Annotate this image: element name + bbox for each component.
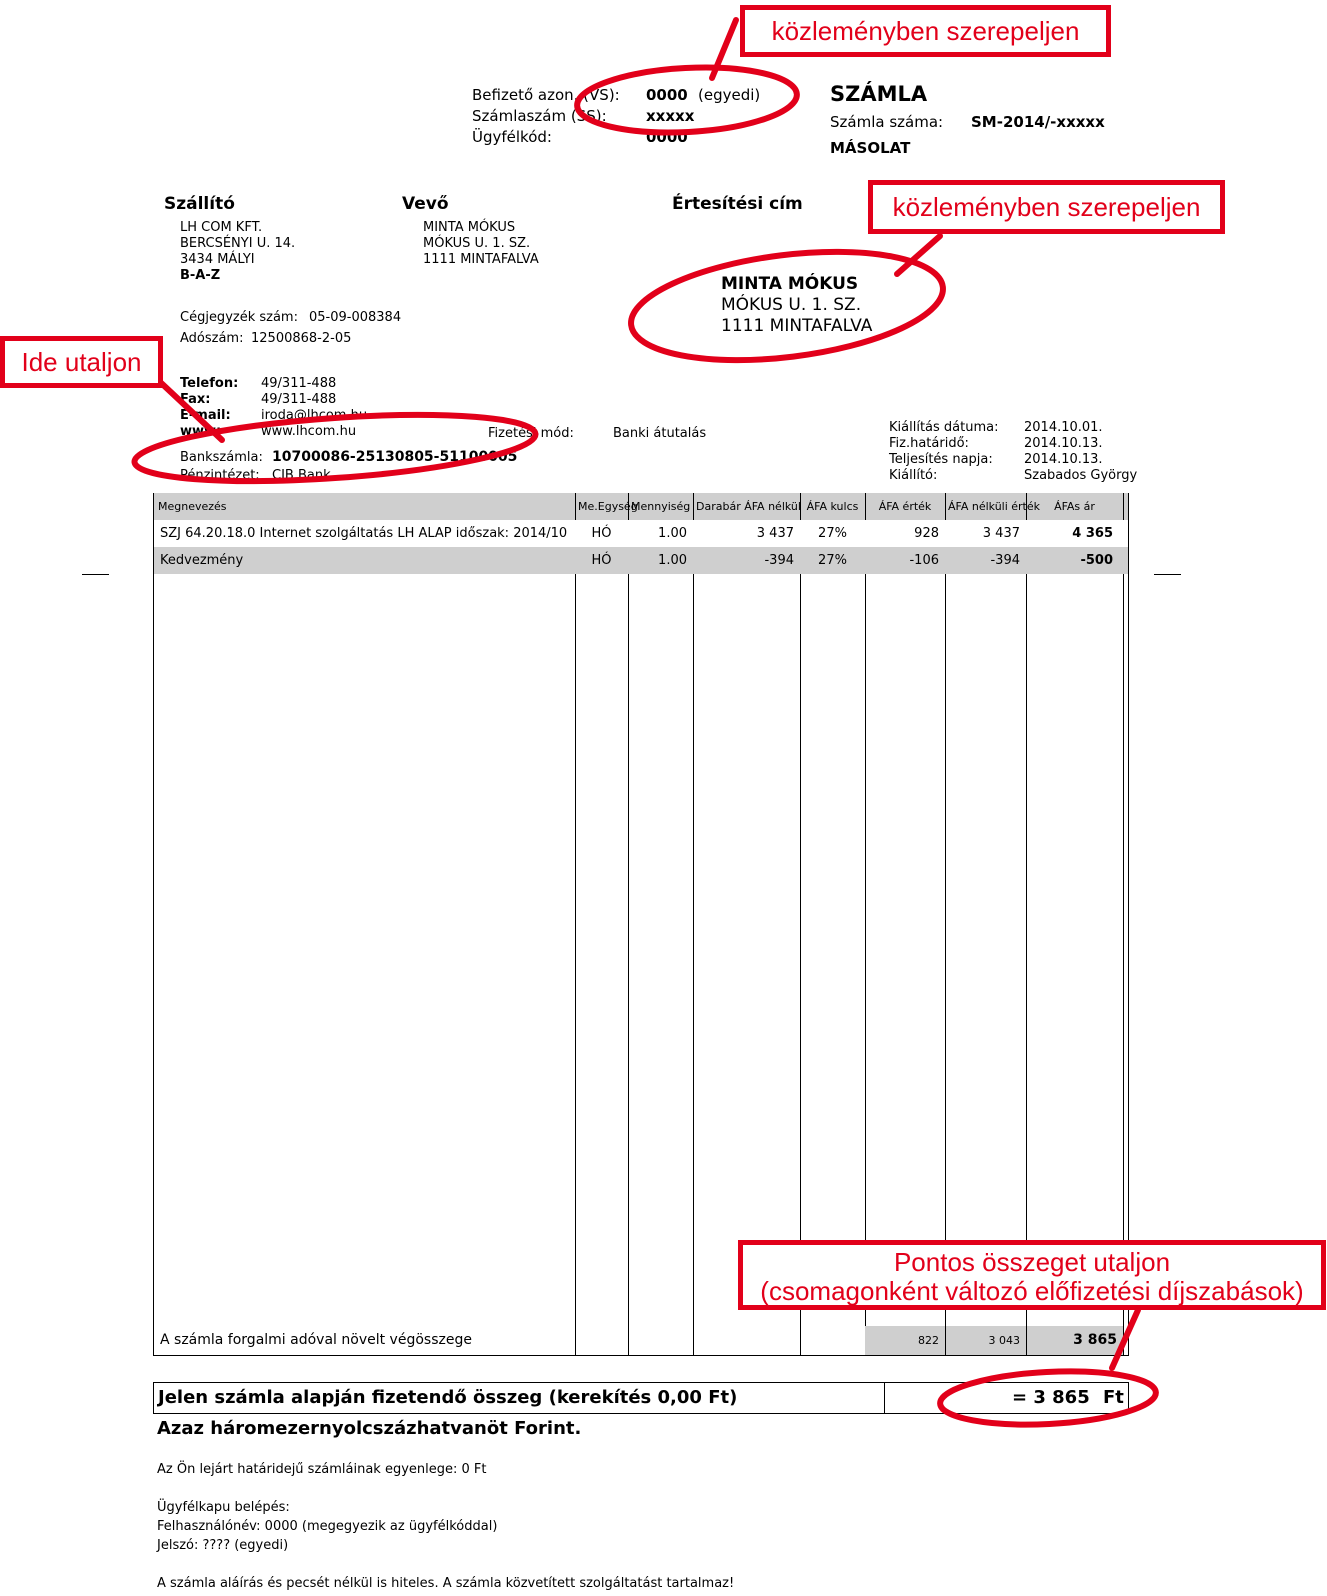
item-unit: HÓ (591, 553, 612, 568)
supplier-address (180, 220, 295, 284)
phone-value: 49/311-488 (261, 376, 337, 391)
fax-value: 49/311-488 (261, 392, 337, 407)
date-values (1024, 420, 1137, 484)
header-unit: Me.Egység (578, 500, 638, 513)
portal-username: Felhasználónév: 0000 (megegyezik az ügyfélkóddal) (157, 1519, 498, 1534)
web-value: www.lhcom.hu (261, 424, 357, 439)
payment-method-label: Fizetési mód: (488, 426, 574, 441)
column-divider (865, 493, 866, 1355)
bank-name-value: CIB Bank (272, 468, 331, 483)
customer-code-label: Ügyfélkód: (472, 128, 552, 146)
header-net-value: ÁFA nélküli érték (948, 500, 1041, 513)
pointer-notify (897, 236, 940, 274)
callout-exact-amount-line1: Pontos összeget utaljon (893, 1247, 1171, 1277)
item-net-value: -394 (990, 553, 1020, 568)
invoice-title: SZÁMLA (830, 82, 928, 106)
item-unit-price: 3 437 (756, 526, 794, 541)
table-header-row (154, 493, 1128, 520)
column-divider (945, 493, 946, 1355)
total-label: A számla forgalmi adóval növelt végösszege (160, 1332, 472, 1348)
supplier-line: LH COM KFT. (180, 220, 263, 235)
due-date-value: 2014.10.13. (1024, 436, 1103, 451)
vs-note: (egyedi) (698, 86, 761, 104)
web-label: www: (180, 424, 222, 439)
contact-values (261, 376, 367, 440)
table-row (154, 547, 1128, 574)
issuer-label: Kiállító: (889, 468, 938, 483)
column-divider (575, 493, 576, 1355)
item-qty: 1.00 (658, 553, 687, 568)
header-vat-value: ÁFA érték (878, 500, 932, 513)
fax-label: Fax: (180, 392, 211, 407)
callout-exact-amount (738, 1240, 1326, 1310)
item-unit: HÓ (591, 526, 612, 541)
authenticity-note: A számla aláírás és pecsét nélkül is hiteles. A számla közvetített szolgáltatást tartalmaz! (157, 1576, 735, 1591)
notify-heading: Értesítési cím (672, 194, 803, 214)
header-name: Megnevezés (158, 500, 227, 513)
payable-label: Jelen számla alapján fizetendő összeg (kerekítés 0,00 Ft) (158, 1387, 738, 1408)
payable-value: = 3 865 (1012, 1387, 1090, 1408)
item-name: Kedvezmény (160, 553, 244, 568)
issue-date-value: 2014.10.01. (1024, 420, 1103, 435)
supplier-line: BERCSÉNYI U. 14. (180, 236, 296, 251)
company-reg-label: Cégjegyzék szám: (180, 310, 298, 325)
callout-pay-here: Ide utaljon (0, 336, 163, 388)
ss-value: xxxxx (646, 107, 695, 125)
supplier-region: B-A-Z (180, 268, 221, 283)
customer-code-value: 0000 (646, 128, 688, 146)
supplier-line: 3434 MÁLYI (180, 252, 255, 267)
column-divider (693, 493, 694, 1355)
payable-currency: Ft (1103, 1387, 1124, 1408)
header-unit-price: Darabár ÁFA nélkül (696, 500, 801, 513)
buyer-line: 1111 MINTAFALVA (423, 252, 539, 267)
fold-mark-right (1154, 574, 1181, 575)
item-vat-value: 928 (914, 526, 939, 541)
bank-account-label: Bankszámla: (180, 450, 263, 465)
vs-label: Befizető azon. (VS): (472, 86, 620, 104)
header-gross: ÁFAs ár (1054, 500, 1095, 513)
item-net-value: 3 437 (982, 526, 1020, 541)
payable-divider (884, 1383, 885, 1413)
overdue-balance: Az Ön lejárt határidejű számláinak egyenlege: 0 Ft (157, 1462, 487, 1477)
column-divider (800, 493, 801, 1355)
contact-labels (180, 376, 238, 440)
issuer-value: Szabados György (1024, 468, 1138, 483)
bank-account-value: 10700086-25130805-51100005 (272, 449, 518, 465)
callout-exact-amount-line2: (csomagonként változó előfizetési díjszabások) (760, 1276, 1304, 1306)
column-divider (628, 493, 629, 1355)
amount-in-words: Azaz háromezernyolcszázhatvanöt Forint. (157, 1418, 582, 1439)
email-value: iroda@lhcom.hu (261, 408, 368, 423)
item-vat-value: -106 (909, 553, 939, 568)
portal-password: Jelszó: ???? (egyedi) (157, 1538, 289, 1553)
items-table (153, 493, 1129, 1356)
fulfil-date-value: 2014.10.13. (1024, 452, 1103, 467)
bank-name-label: Pénzintézet: (180, 468, 260, 483)
item-gross: 4 365 (1072, 526, 1113, 541)
item-qty: 1.00 (658, 526, 687, 541)
total-gross: 3 865 (1027, 1326, 1123, 1355)
portal-title: Ügyfélkapu belépés: (157, 1500, 290, 1515)
buyer-address (423, 220, 539, 268)
pointer-vs (712, 20, 736, 78)
notify-street: MÓKUS U. 1. SZ. (721, 295, 862, 315)
item-unit-price: -394 (764, 553, 794, 568)
item-gross: -500 (1080, 553, 1113, 568)
header-qty: Mennyiség (631, 500, 691, 513)
payable-box (153, 1382, 1129, 1414)
callout-reference-mid: közleményben szerepeljen (868, 180, 1225, 234)
copy-label: MÁSOLAT (830, 139, 911, 157)
tax-number-label: Adószám: (180, 331, 244, 346)
header-vat-rate: ÁFA kulcs (806, 500, 859, 513)
total-vat: 822 (865, 1326, 945, 1355)
table-row (154, 520, 1128, 547)
invoice-number-value: SM-2014/-xxxxx (971, 113, 1105, 131)
email-label: E-mail: (180, 408, 231, 423)
vs-value: 0000 (646, 86, 688, 104)
phone-label: Telefon: (180, 376, 239, 391)
notify-address (721, 274, 872, 337)
column-divider (1026, 493, 1027, 1355)
column-divider (1123, 493, 1124, 1355)
company-reg-value: 05-09-008384 (309, 310, 402, 325)
callout-reference-top: közleményben szerepeljen (740, 5, 1111, 57)
ss-label: Számlaszám (SS): (472, 107, 607, 125)
notify-city: 1111 MINTAFALVA (721, 316, 873, 336)
issue-date-label: Kiállítás dátuma: (889, 420, 999, 435)
buyer-heading: Vevő (402, 194, 449, 214)
notify-name: MINTA MÓKUS (721, 274, 859, 294)
invoice-number-label: Számla száma: (830, 113, 944, 131)
due-date-label: Fiz.határidő: (889, 436, 969, 451)
item-vat-rate: 27% (818, 526, 847, 541)
date-labels (889, 420, 998, 484)
fulfil-date-label: Teljesítés napja: (889, 452, 993, 467)
total-net: 3 043 (946, 1326, 1026, 1355)
buyer-line: MÓKUS U. 1. SZ. (423, 236, 531, 251)
table-total-row (154, 1326, 1128, 1355)
tax-number-value: 12500868-2-05 (251, 331, 352, 346)
item-name: SZJ 64.20.18.0 Internet szolgáltatás LH ALAP időszak: 2014/10 (160, 526, 568, 541)
payment-method-value: Banki átutalás (613, 426, 707, 441)
fold-mark-left (82, 574, 109, 575)
buyer-line: MINTA MÓKUS (423, 220, 516, 235)
item-vat-rate: 27% (818, 553, 847, 568)
supplier-heading: Szállító (164, 194, 235, 214)
